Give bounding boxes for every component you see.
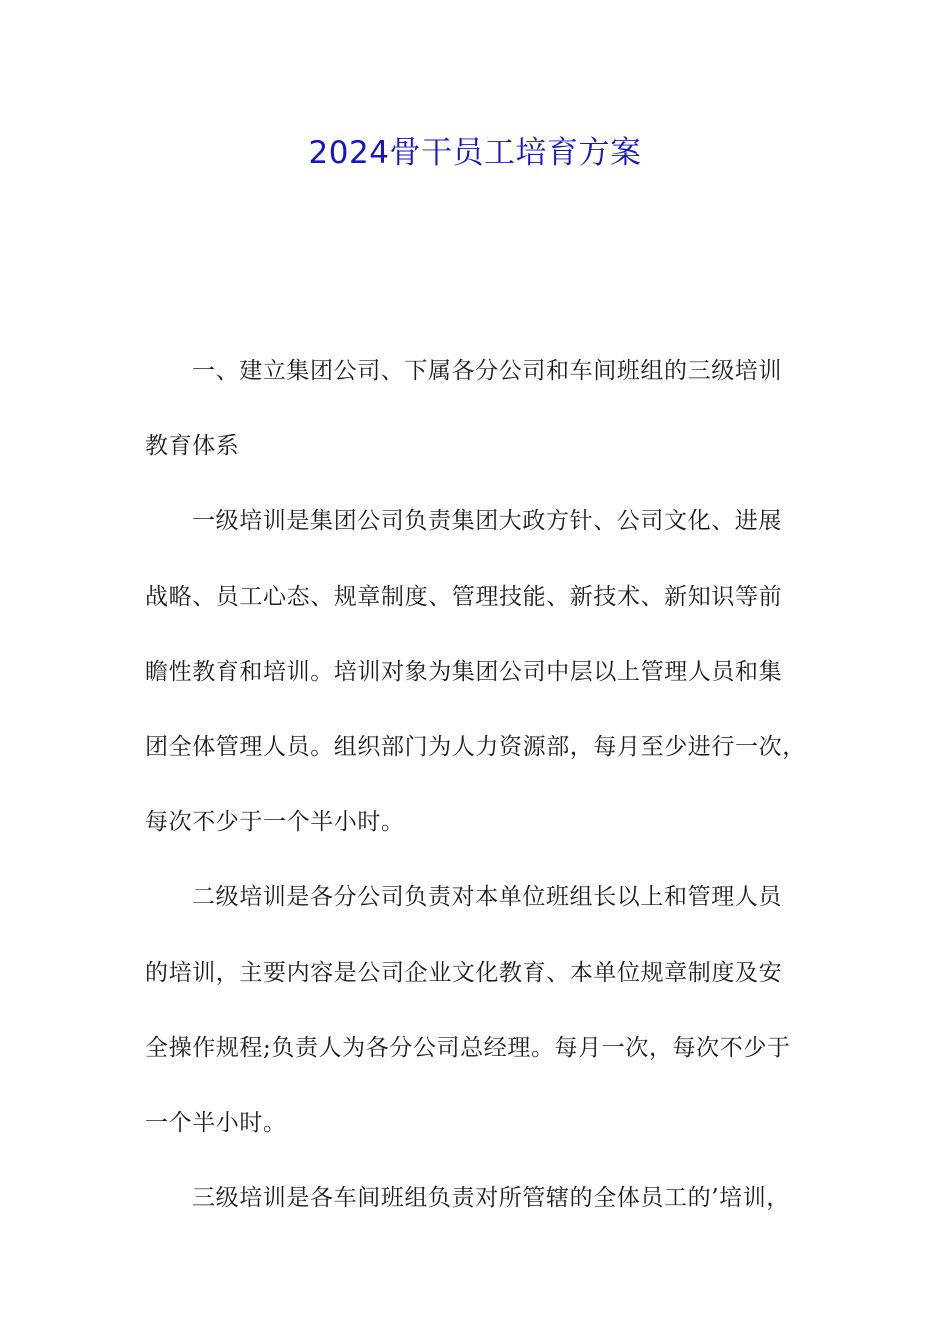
text-line: 瞻性教育和培训。培训对象为集团公司中层以上管理人员和集 bbox=[145, 658, 783, 685]
text-line: 团全体管理人员。组织部门为人力资源部，每月至少进行一次， bbox=[145, 734, 806, 761]
paragraph-level-one-training bbox=[145, 484, 835, 860]
text-line: 一级培训是集团公司负责集团大政方针、公司文化、进展 bbox=[192, 508, 782, 535]
text-line: 三级培训是各车间班组负责对所管辖的全体员工的’培训， bbox=[192, 1185, 790, 1212]
text-line: 二级培训是各分公司负责对本单位班组长以上和管理人员 bbox=[192, 884, 782, 911]
text-line: 战略、员工心态、规章制度、管理技能、新技术、新知识等前 bbox=[145, 583, 783, 610]
document-body bbox=[145, 334, 835, 1236]
page-title: 2024骨干员工培育方案 bbox=[308, 135, 642, 171]
paragraph-section-heading bbox=[145, 334, 835, 484]
paragraph-level-three-training bbox=[145, 1161, 835, 1236]
text-line: 一、建立集团公司、下属各分公司和车间班组的三级培训 bbox=[192, 358, 782, 384]
text-line: 全操作规程;负责人为各分公司总经理。每月一次，每次不少于 bbox=[145, 1034, 791, 1061]
paragraph-level-two-training bbox=[145, 860, 835, 1161]
text-line: 一个半小时。 bbox=[145, 1110, 287, 1137]
text-line: 教育体系 bbox=[145, 433, 240, 460]
text-line: 每次不少于一个半小时。 bbox=[145, 809, 405, 836]
text-line: 的培训，主要内容是公司企业文化教育、本单位规章制度及安 bbox=[145, 959, 783, 986]
